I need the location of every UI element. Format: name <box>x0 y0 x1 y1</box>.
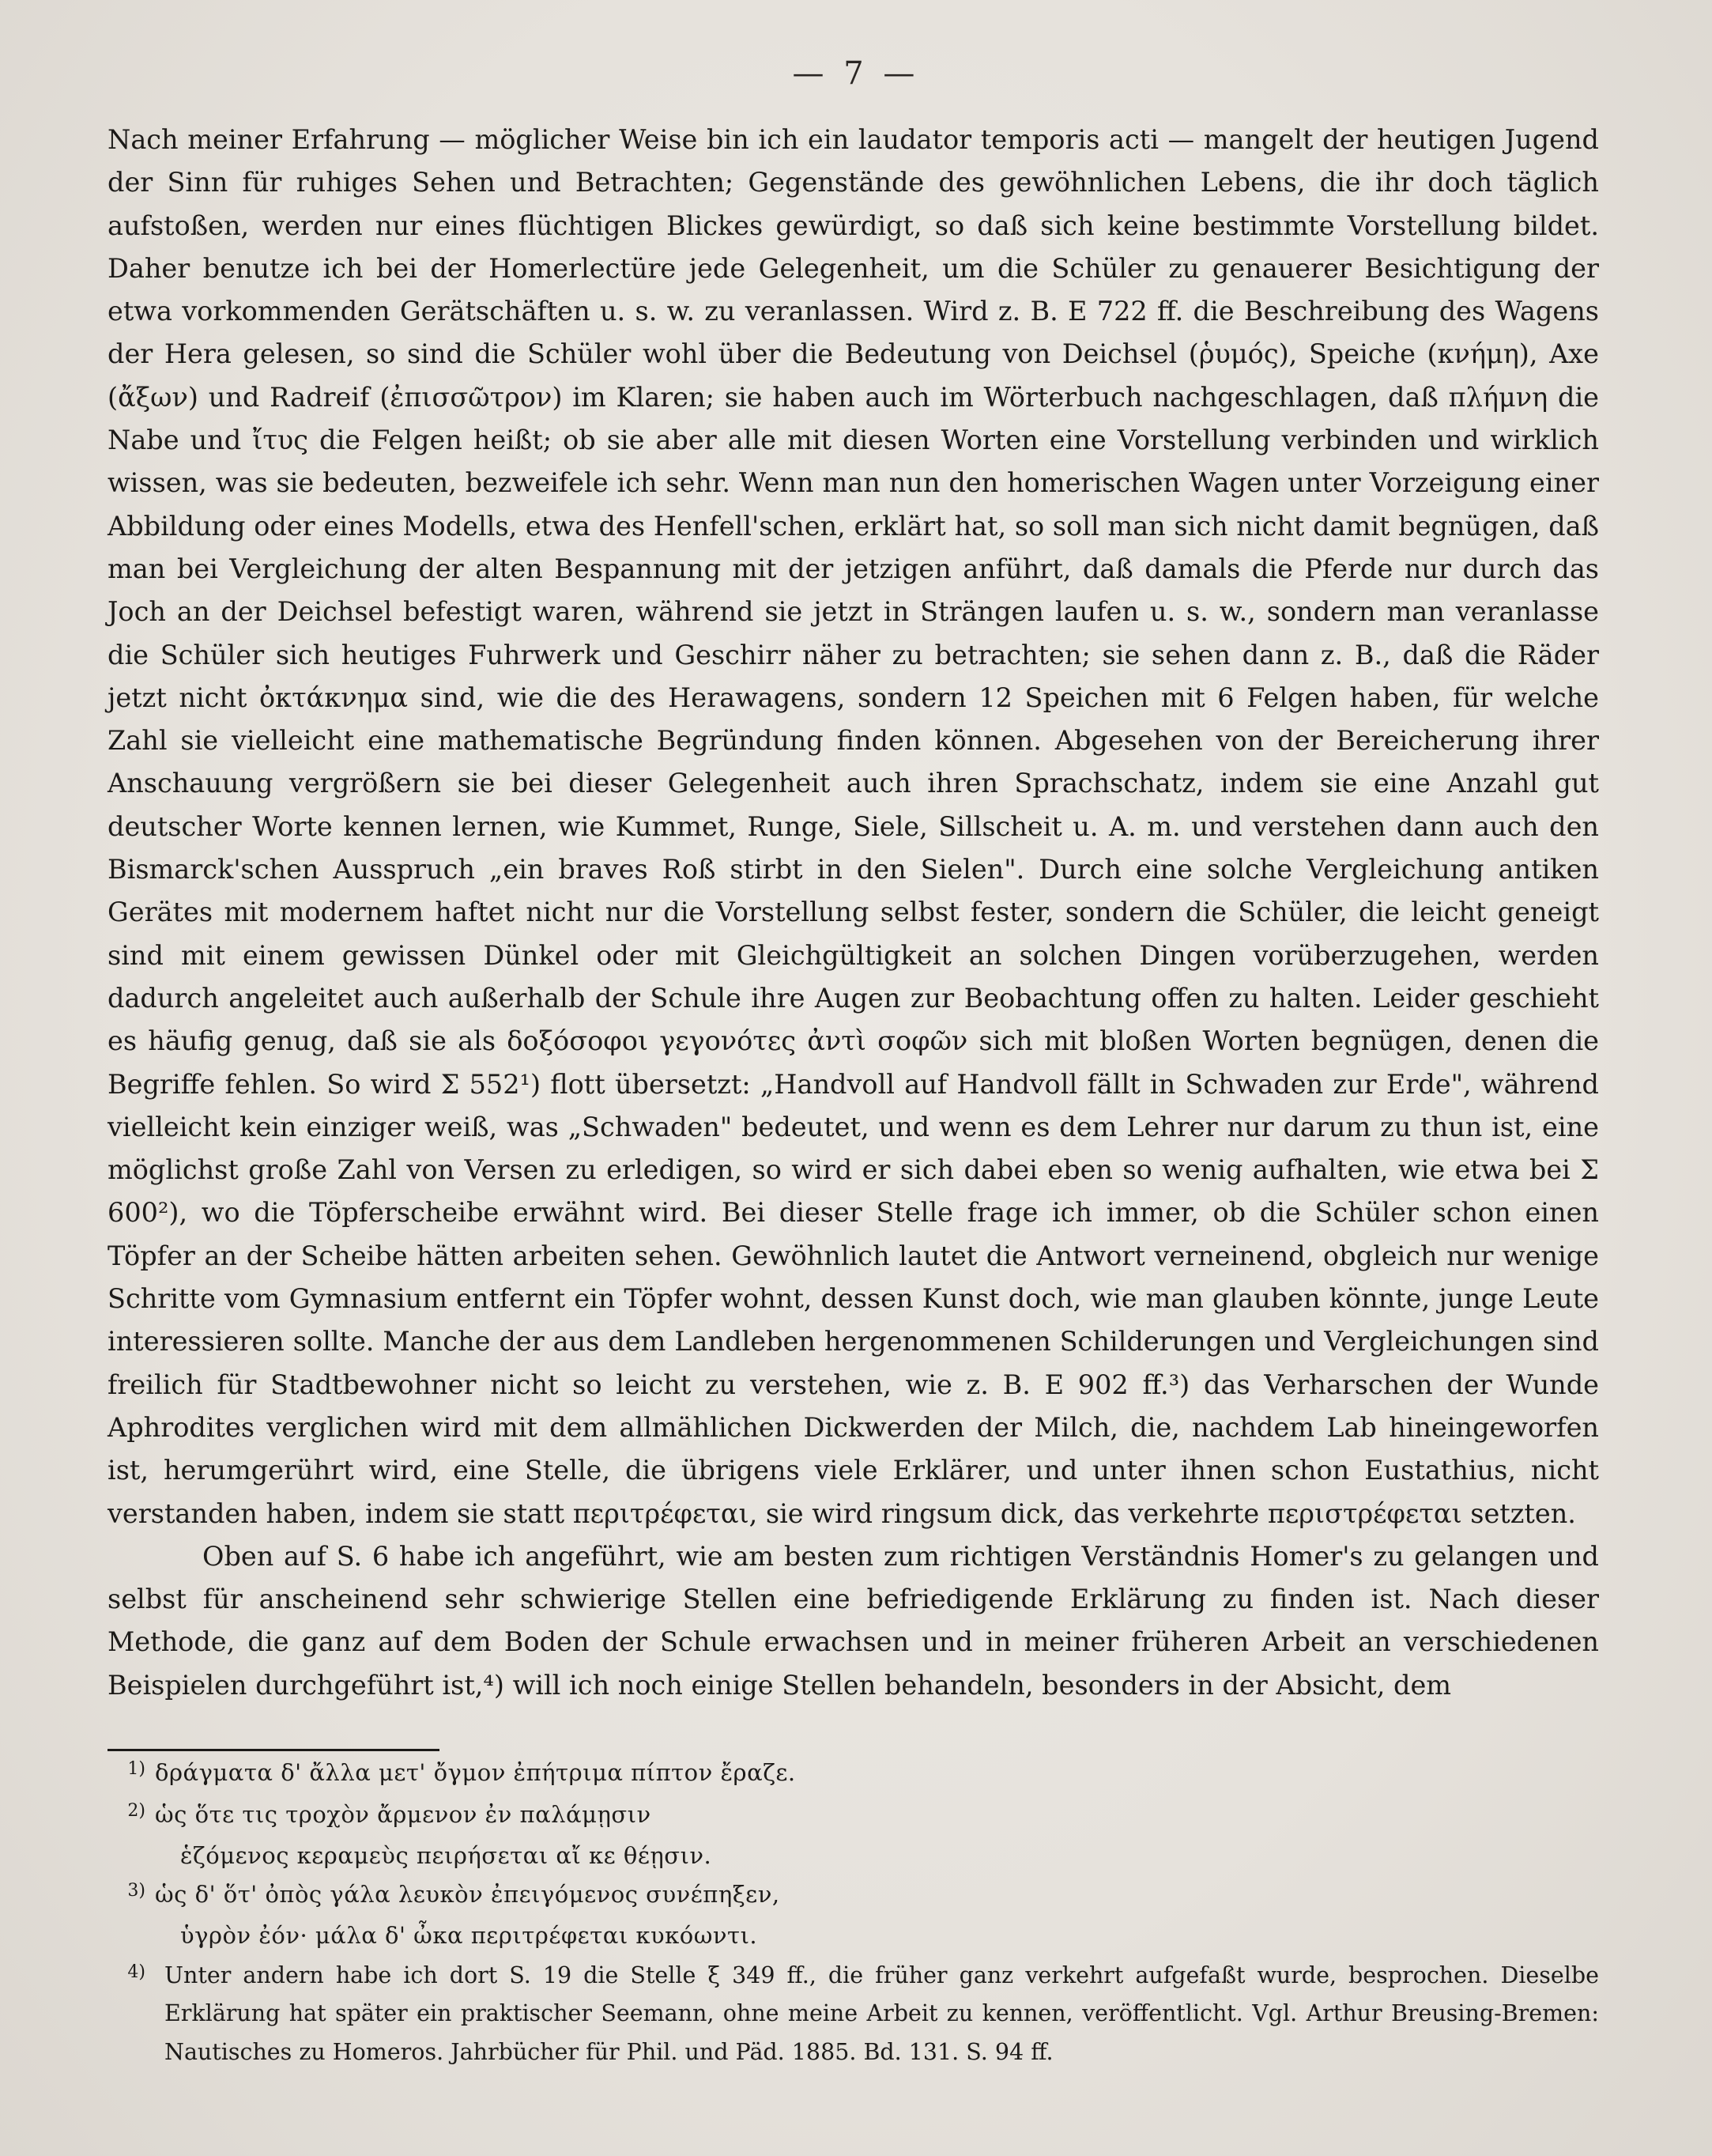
footnote-marker: 1) <box>127 1759 145 1779</box>
footnote-text: ὑγρὸν ἐόν· μάλα δ' ὦκα περιτρέφεται κυκόωντι. <box>180 1922 758 1949</box>
paragraph: Oben auf S. 6 habe ich angeführt, wie am besten zum richtigen Verständnis Homer's zu gelangen und selbst für anscheinend sehr schwierige Stellen eine befriedigende Erklärung zu finden ist. Nach dieser Methode, die ganz auf dem Boden der Schule erwachsen und in meiner früheren Arbeit an verschiedenen Beispielen durchgeführt ist,⁴) will ich noch einige Stellen behandeln, besonders in der Absicht, dem <box>107 1540 1599 1701</box>
footnote-marker: 2) <box>127 1800 145 1821</box>
footnote-text: ὡς ὅτε τις τροχὸν ἄρμενον ἐν παλάμῃσιν <box>155 1800 651 1828</box>
footnote-marker: 3) <box>127 1880 145 1901</box>
footnote-3-continuation <box>107 1916 1599 1955</box>
footnote-text: ὡς δ' ὅτ' ὀπὸς γάλα λευκὸν ἐπειγόμενος συνέπηξεν, <box>155 1880 780 1908</box>
footnote-4 <box>107 1957 1599 2072</box>
footnotes <box>107 1754 1599 2071</box>
page-number: — 7 — <box>792 55 920 92</box>
footnote-marker: 4) <box>127 1962 145 1982</box>
footnote-3 <box>107 1875 1599 1917</box>
footnote-2-continuation <box>107 1837 1599 1875</box>
footnote-text: ἑζόμενος κεραμεὺς πειρήσεται αἴ κε θέῃσιν. <box>180 1842 712 1869</box>
main-text <box>107 119 1599 1707</box>
footnote-1 <box>107 1754 1599 1795</box>
footnote-divider <box>107 1749 439 1751</box>
footnote-text: δράγματα δ' ἄλλα μετ' ὄγμον ἐπήτριμα πίπτον ἔραζε. <box>155 1759 796 1786</box>
footnote-text: Unter andern habe ich dort S. 19 die Stelle ξ 349 ff., die früher ganz verkehrt aufgefaßt wurde, besprochen. Dieselbe Erklärung hat später ein praktischer Seemann, ohne meine Arbeit zu kennen, veröffentlicht. Vgl. Arthur Breusing-Bremen: Nautisches zu Homeros. Jahrbücher für Phil. und Päd. 1885. Bd. 131. S. 94 ff. <box>164 1962 1599 2065</box>
footnote-2 <box>107 1795 1599 1837</box>
paragraph: Nach meiner Erfahrung — möglicher Weise bin ich ein laudator temporis acti — mangelt der heutigen Jugend der Sinn für ruhiges Sehen und Betrachten; Gegenstände des gewöhnlichen Lebens, die ihr doch täglich aufstoßen, werden nur eines flüchtigen Blickes gewürdigt, so daß sich keine bestimmte Vorstellung bildet. Daher benutze ich bei der Homerlectüre jede Gelegenheit, um die Schüler zu genauerer Besichtigung der etwa vorkommenden Gerätschäften u. s. w. zu veranlassen. Wird z. B. E 722 ff. die Beschreibung des Wagens der Hera gelesen, so sind die Schüler wohl über die Bedeutung von Deichsel (ῥυμός), Speiche (κνήμη), Axe (ἄξων) und Radreif (ἐπισσῶτρον) im Klaren; sie haben auch im Wörterbuch nachgeschlagen, daß πλήμνη die Nabe und ἴτυς die Felgen heißt; ob sie aber alle mit diesen Worten eine Vorstellung verbinden und wirklich wissen, was sie bedeuten, bezweifele ich sehr. Wenn man nun den homerischen Wagen unter Vorzeigung einer Abbildung oder eines Modells, etwa des Henfell'schen, erklärt hat, so soll man sich nicht damit begnügen, daß man bei Vergleichung der alten Bespannung mit der jetzigen anführt, daß damals die Pferde nur durch das Joch an der Deichsel befestigt waren, während sie jetzt in Strängen laufen u. s. w., sondern man veranlasse die Schüler sich heutiges Fuhrwerk und Geschirr näher zu betrachten; sie sehen dann z. B., daß die Räder jetzt nicht ὀκτάκνημα sind, wie die des Herawagens, sondern 12 Speichen mit 6 Felgen haben, für welche Zahl sie vielleicht eine mathematische Begründung finden können. Abgesehen von der Bereicherung ihrer Anschauung vergrößern sie bei dieser Gelegenheit auch ihren Sprachschatz, indem sie eine Anzahl gut deutscher Worte kennen lernen, wie Kummet, Runge, Siele, Sillscheit u. A. m. und verstehen dann auch den Bismarck'schen Ausspruch „ein braves Roß stirbt in den Sielen". Durch eine solche Vergleichung antiken Gerätes mit modernem haftet nicht nur die Vorstellung selbst fester, sondern die Schüler, die leicht geneigt sind mit einem gewissen Dünkel oder mit Gleichgültigkeit an solchen Dingen vorüberzugehen, werden dadurch angeleitet auch außerhalb der Schule ihre Augen zur Beobachtung offen zu halten. Leider geschieht es häufig genug, daß sie als δοξόσοφοι γεγονότες ἀντὶ σοφῶν sich mit bloßen Worten begnügen, denen die Begriffe fehlen. So wird Σ 552¹) flott übersetzt: „Handvoll auf Handvoll fällt in Schwaden zur Erde", während vielleicht kein einziger weiß, was „Schwaden" bedeutet, und wenn es dem Lehrer nur darum zu thun ist, eine möglichst große Zahl von Versen zu erledigen, so wird er sich dabei eben so wenig aufhalten, wie etwa bei Σ 600²), wo die Töpferscheibe erwähnt wird. Bei dieser Stelle frage ich immer, ob die Schüler schon einen Töpfer an der Scheibe hätten arbeiten sehen. Gewöhnlich lautet die Antwort verneinend, obgleich nur wenige Schritte vom Gymnasium entfernt ein Töpfer wohnt, dessen Kunst doch, wie man glauben könnte, junge Leute interessieren sollte. Manche der aus dem Landleben hergenommenen Schilderungen und Vergleichungen sind freilich für Stadtbewohner nicht so leicht zu verstehen, wie z. B. E 902 ff.³) das Verharschen der Wunde Aphrodites verglichen wird mit dem allmählichen Dickwerden der Milch, die, nachdem Lab hineingeworfen ist, herumgerührt wird, eine Stelle, die übrigens viele Erklärer, und unter ihnen schon Eustathius, nicht verstanden haben, indem sie statt περιτρέφεται, sie wird ringsum dick, das verkehrte περιστρέφεται setzten. <box>107 124 1599 1529</box>
